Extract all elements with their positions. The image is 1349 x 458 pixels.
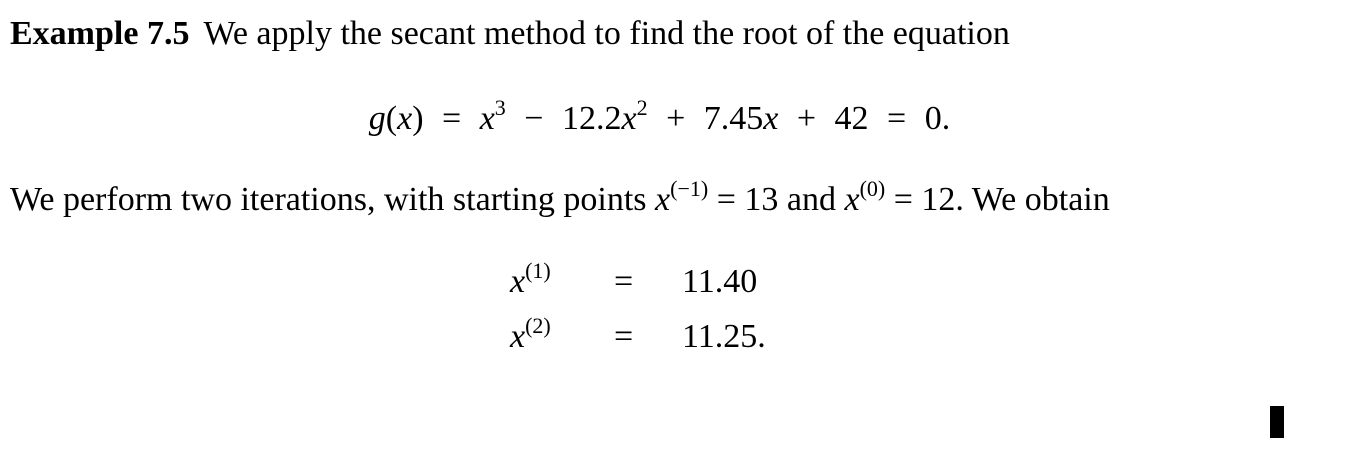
eq-rhs: 0. [924, 100, 951, 137]
result2-eq: = [614, 318, 634, 355]
example-intro-text: We apply the secant method to find the root of the equation [203, 15, 1010, 52]
start1-var: x [655, 181, 671, 218]
eq-equals: = [442, 100, 462, 137]
example-label: Example 7.5 [10, 15, 190, 52]
eq-func-var: x [397, 100, 413, 137]
eq-const: 42 [834, 100, 869, 137]
result1-sup: (1) [525, 258, 551, 283]
result1-var: x [510, 263, 526, 300]
eq-term1-exp: 3 [494, 95, 506, 120]
start2-val: = 12 [893, 181, 956, 218]
end-of-example-mark [1270, 406, 1284, 438]
eq-term2-exp: 2 [636, 95, 648, 120]
eq-term2-var: x [621, 100, 637, 137]
result1-value: 11.40 [682, 263, 758, 300]
iter-and: and [778, 181, 845, 218]
result2-sup: (2) [525, 313, 551, 338]
iter-part1: We perform two iterations, with starting points [10, 181, 656, 218]
eq-func: g [368, 100, 386, 137]
iter-part2: . We obtain [955, 181, 1110, 218]
iterations-sentence [10, 176, 1110, 223]
result1-eq: = [614, 263, 634, 300]
start1-sup: (−1) [670, 176, 709, 201]
equation-display: $g(x) = x^3 - 12.2x^2 + 7.45x + 42 = 0$. [368, 95, 951, 137]
eq-op2: + [666, 100, 686, 137]
eq-op1: − [524, 100, 544, 137]
start2-sup: (0) [859, 176, 886, 201]
example-intro [10, 14, 1010, 54]
eq-term2-coef: 12.2 [561, 100, 622, 137]
eq-term1-var: x [479, 100, 495, 137]
start1-val: = 13 [716, 181, 779, 218]
eq-op3: + [796, 100, 817, 137]
eq-term3-coef: 7.45 [703, 100, 764, 137]
start2-var: x [844, 181, 860, 218]
eq-term3-var: x [763, 100, 779, 137]
result2-var: x [510, 318, 526, 355]
eq-equals-2: = [887, 100, 907, 137]
result2-value: 11.25. [682, 318, 766, 355]
